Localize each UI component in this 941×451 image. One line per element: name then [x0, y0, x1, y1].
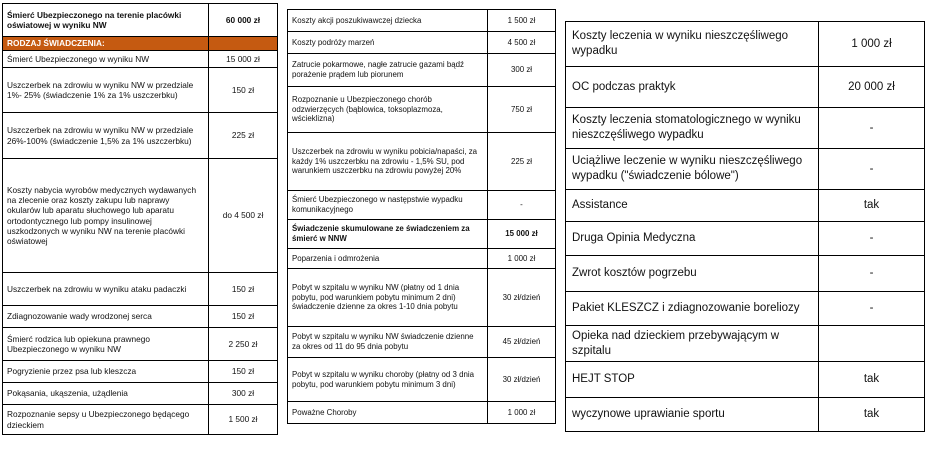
row-label: Zwrot kosztów pogrzebu: [566, 256, 819, 292]
row-value: -: [819, 222, 925, 256]
section-header-row: [3, 37, 278, 51]
row-value: 15 000 zł: [209, 51, 278, 68]
table-row: [566, 149, 925, 190]
row-label: Zdiagnozowanie wady wrodzonej serca: [3, 306, 209, 328]
row-label: Uszczerbek na zdrowiu w wyniku ataku padaczki: [3, 273, 209, 306]
row-label: Pogryzienie przez psa lub kleszcza: [3, 361, 209, 383]
row-label: Uszczerbek na zdrowiu w wyniku pobicia/napaści, za każdy 1% uszczerbku na zdrowiu - 1,5% SU, pod warunkiem uszczerbku na zdrowiu powyżej 20%: [288, 133, 488, 191]
table-row: [566, 22, 925, 67]
table-row: [566, 67, 925, 108]
header-value: 60 000 zł: [209, 4, 278, 37]
row-value: tak: [819, 190, 925, 222]
row-label: Druga Opinia Medyczna: [566, 222, 819, 256]
row-value: 4 500 zł: [488, 32, 556, 54]
table-row: [288, 10, 556, 32]
row-label: Rozpoznanie sepsy u Ubezpieczonego będącego dzieckiem: [3, 405, 209, 435]
table-row: [3, 273, 278, 306]
table-row: [288, 87, 556, 133]
row-label: Pobyt w szpitalu w wyniku choroby (płatny od 3 dnia pobytu, pod warunkiem pobytu minimum 3 dni): [288, 358, 488, 402]
table-row: [288, 358, 556, 402]
row-label: Uszczerbek na zdrowiu w wyniku NW w przedziale 1%- 25% (świadczenie 1% za 1% uszczerbku): [3, 68, 209, 113]
table-row: [3, 328, 278, 361]
section-empty-cell: [209, 37, 278, 51]
row-value: [819, 326, 925, 362]
right-benefits-table: [565, 21, 925, 432]
table-row: [566, 326, 925, 362]
row-label: Koszty leczenia w wyniku nieszczęśliwego wypadku: [566, 22, 819, 67]
row-value: tak: [819, 362, 925, 398]
table-row: [288, 133, 556, 191]
section-title: RODZAJ ŚWIADCZENIA:: [3, 37, 209, 51]
row-value: 150 zł: [209, 361, 278, 383]
row-value: 30 zł/dzień: [488, 358, 556, 402]
table-row: [566, 292, 925, 326]
row-label: Pobyt w szpitalu w wyniku NW (płatny od 1 dnia pobytu, pod warunkiem pobytu minimum 2 dni) świadczenie dzienne za okres 1-10 dnia pobytu: [288, 269, 488, 327]
middle-benefits-table: [287, 9, 556, 424]
row-label: Pakiet KLESZCZ i zdiagnozowanie boreliozy: [566, 292, 819, 326]
row-label: Koszty leczenia stomatologicznego w wyniku nieszczęśliwego wypadku: [566, 108, 819, 149]
table-row: [3, 383, 278, 405]
row-label: Poparzenia i odmrożenia: [288, 249, 488, 269]
table-row: [3, 361, 278, 383]
row-label: Koszty podróży marzeń: [288, 32, 488, 54]
row-label: Śmierć Ubezpieczonego w następstwie wypadku komunikacyjnego: [288, 191, 488, 220]
row-label: Koszty nabycia wyrobów medycznych wydawanych na zlecenie oraz koszty zakupu lub naprawy okularów lub aparatu słuchowego lub aparatu ortodontycznego lub pompy insulinowej uszkodzonych w wyniku NW na terenie placówki oświatowej: [3, 159, 209, 273]
row-value: 300 zł: [488, 54, 556, 87]
table-row: [566, 256, 925, 292]
row-value: 1 000 zł: [819, 22, 925, 67]
table-row: [566, 398, 925, 432]
table-row: [288, 327, 556, 358]
table-row: [3, 405, 278, 435]
row-label: Poważne Choroby: [288, 402, 488, 424]
row-label: Pokąsania, ukąszenia, użądlenia: [3, 383, 209, 405]
table-row: [3, 51, 278, 68]
table-row-highlight: [288, 220, 556, 249]
row-value: 20 000 zł: [819, 67, 925, 108]
row-label: Uszczerbek na zdrowiu w wyniku NW w przedziale 26%-100% (świadczenie 1,5% za 1% uszczerbku): [3, 113, 209, 159]
table-row: [288, 249, 556, 269]
row-value: 150 zł: [209, 68, 278, 113]
table-header-row: [3, 4, 278, 37]
row-label: Zatrucie pokarmowe, nagłe zatrucie gazami bądź porażenie prądem lub piorunem: [288, 54, 488, 87]
row-label: OC podczas praktyk: [566, 67, 819, 108]
row-value: 2 250 zł: [209, 328, 278, 361]
row-value: 150 zł: [209, 273, 278, 306]
table-row: [3, 113, 278, 159]
row-label: wyczynowe uprawianie sportu: [566, 398, 819, 432]
row-label: Świadczenie skumulowane ze świadczeniem za śmierć w NNW: [288, 220, 488, 249]
row-value: 750 zł: [488, 87, 556, 133]
left-benefits-table: [2, 3, 278, 435]
row-label: Uciążliwe leczenie w wyniku nieszczęśliwego wypadku ("świadczenie bólowe"): [566, 149, 819, 190]
table-row: [288, 54, 556, 87]
row-value: 1 500 zł: [488, 10, 556, 32]
row-value: 225 zł: [488, 133, 556, 191]
row-label: Śmierć rodzica lub opiekuna prawnego Ubezpieczonego w wyniku NW: [3, 328, 209, 361]
row-label: Rozpoznanie u Ubezpieczonego chorób odzwierzęcych (bąblowica, toksoplazmoza, wścieklizna): [288, 87, 488, 133]
row-value: -: [819, 256, 925, 292]
table-row: [566, 362, 925, 398]
row-label: Opieka nad dzieckiem przebywającym w szpitalu: [566, 326, 819, 362]
row-value: -: [488, 191, 556, 220]
table-row: [288, 402, 556, 424]
row-value: 1 000 zł: [488, 402, 556, 424]
row-value: 225 zł: [209, 113, 278, 159]
row-value: -: [819, 149, 925, 190]
table-row: [288, 191, 556, 220]
row-value: do 4 500 zł: [209, 159, 278, 273]
row-value: 1 000 zł: [488, 249, 556, 269]
table-row: [3, 159, 278, 273]
row-label: Śmierć Ubezpieczonego w wyniku NW: [3, 51, 209, 68]
row-value: 300 zł: [209, 383, 278, 405]
header-label: Śmierć Ubezpieczonego na terenie placówki oświatowej w wyniku NW: [3, 4, 209, 37]
row-value: -: [819, 292, 925, 326]
row-label: HEJT STOP: [566, 362, 819, 398]
table-row: [3, 68, 278, 113]
table-row: [288, 269, 556, 327]
row-value: 45 zł/dzień: [488, 327, 556, 358]
row-value: tak: [819, 398, 925, 432]
table-row: [3, 306, 278, 328]
table-row: [288, 32, 556, 54]
row-value: -: [819, 108, 925, 149]
row-label: Koszty akcji poszukiwawczej dziecka: [288, 10, 488, 32]
table-row: [566, 108, 925, 149]
table-row: [566, 222, 925, 256]
row-value: 1 500 zł: [209, 405, 278, 435]
row-value: 150 zł: [209, 306, 278, 328]
table-row: [566, 190, 925, 222]
row-label: Pobyt w szpitalu w wyniku NW świadczenie dzienne za okres od 11 do 95 dnia pobytu: [288, 327, 488, 358]
row-value: 15 000 zł: [488, 220, 556, 249]
row-value: 30 zł/dzień: [488, 269, 556, 327]
row-label: Assistance: [566, 190, 819, 222]
